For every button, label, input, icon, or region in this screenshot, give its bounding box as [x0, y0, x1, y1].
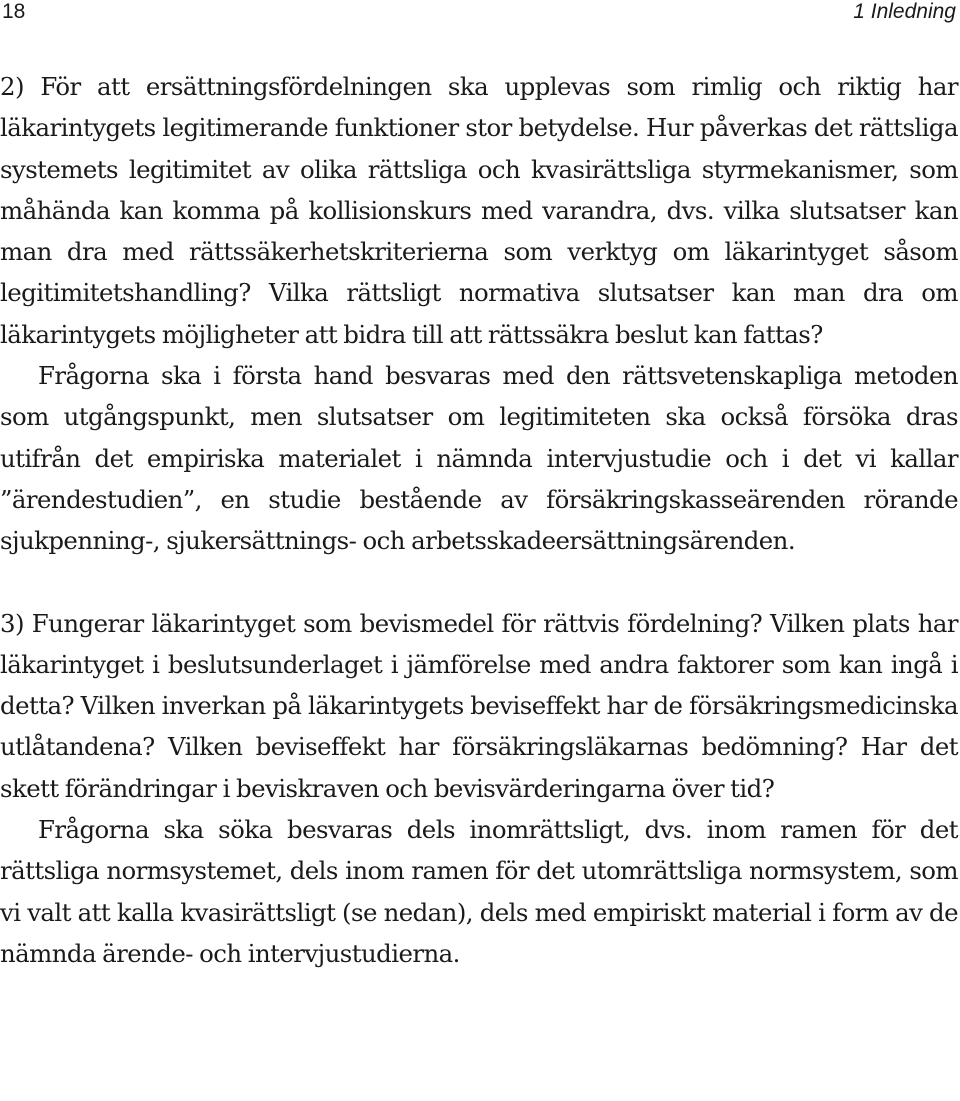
- paragraph-method-3: Frågorna ska söka besvaras dels inomrättsligt, dvs. inom ramen för det rättsliga normsystemet, dels inom ramen för det utomrättsliga normsystem, som vi valt att kalla kvasirättsligt (se nedan), dels med empiriskt material i form av de nämnda ärende- och intervjustudierna.: [0, 815, 958, 968]
- paragraph-question-2: 2) För att ersättningsfördelningen ska upplevas som rimlig och riktig har läkarintygets legitimerande funktioner stor betydelse. Hur påverkas det rättsliga systemets legitimitet av olika rättsliga och kvasirättsliga styrmekanismer, som måhända kan komma på kollisionskurs med varandra, dvs. vilka slutsatser kan man dra med rättssäkerhetskriterierna som verktyg om läkarintyget såsom legitimitetshandling? Vilka rättsligt normativa slutsatser kan man dra om läkarintygets möjligheter att bidra till att rättssäkra beslut kan fattas?: [0, 72, 958, 349]
- paragraph-question-3: 3) Fungerar läkarintyget som bevismedel för rättvis fördelning? Vilken plats har läkarintyget i beslutsunderlaget i jämförelse med andra faktorer som kan ingå i detta? Vilken inverkan på läkarintygets beviseffekt har de försäkringsmedicinska utlåtandena? Vilken beviseffekt har försäkringsläkarnas bedömning? Har det skett förändringar i beviskraven och bevisvärderingarna över tid?: [0, 608, 958, 803]
- running-head: 1 Inledning: [853, 0, 956, 23]
- paragraph-method-2: Frågorna ska i första hand besvaras med den rättsvetenskapliga metoden som utgångspunkt, men slutsatser om legitimiteten ska också försöka dras utifrån det empiriska materialet i nämnda intervjustudie och i det vi kallar ”ärendestudien”, en studie bestående av försäkringskasseärenden rörande sjukpenning-, sjukersättnings- och arbetsskadeersättningsärenden.: [0, 361, 958, 556]
- page-header: [0, 0, 960, 30]
- body-text: [0, 66, 958, 974]
- page-number: 18: [2, 0, 26, 23]
